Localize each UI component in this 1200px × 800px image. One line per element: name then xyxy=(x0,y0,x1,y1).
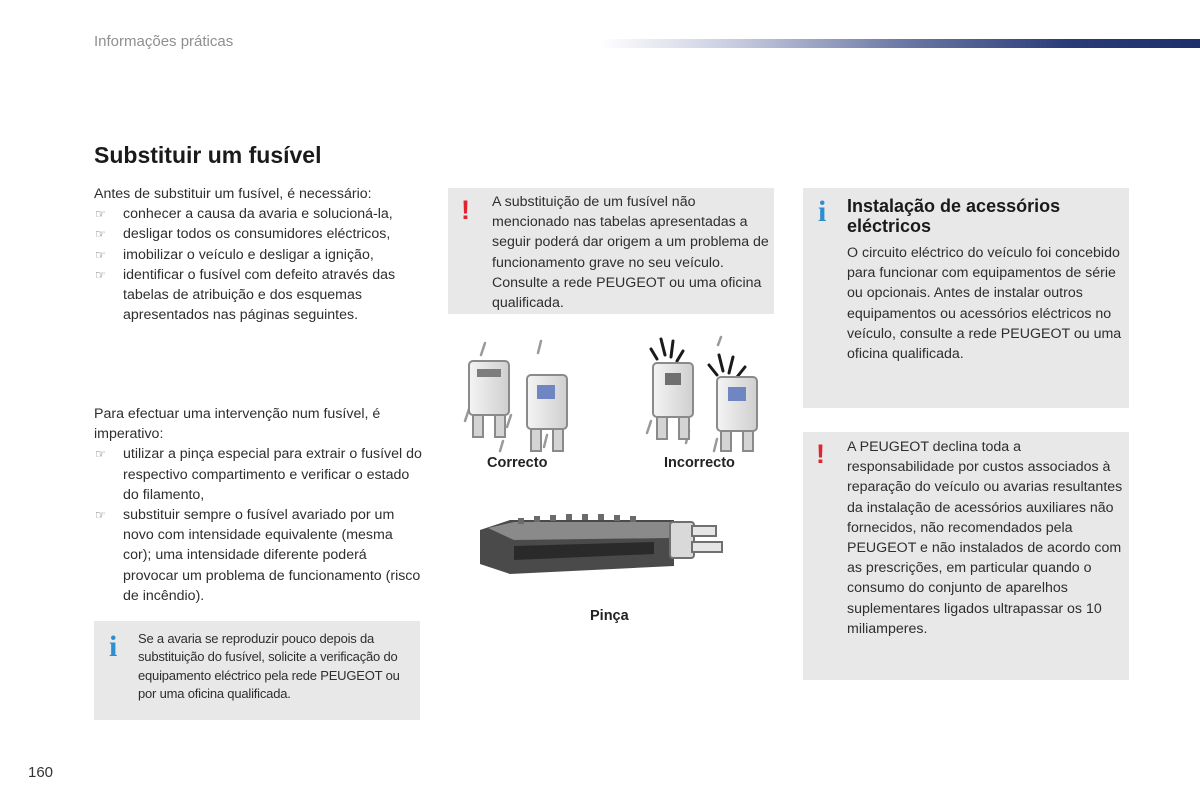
list-item: ☞ identificar o fusível com defeito através das tabelas de atribuição e dos esquemas apresentados nas páginas seguintes. xyxy=(95,266,396,324)
pliers-caption: Pinça xyxy=(590,608,629,624)
info-box-text: Se a avaria se reproduzir pouco depois da substituição do fusível, solicite a verificação do equipamento eléctrico pela rede PEUGEOT ou por uma oficina qualificada. xyxy=(138,631,400,701)
info-icon: i xyxy=(109,630,118,663)
info-box-heading: Instalação de acessórios eléctricos xyxy=(847,196,1061,236)
list-item: ☞ desligar todos os consumidores eléctricos, xyxy=(94,224,424,244)
pointing-hand-icon: ☞ xyxy=(95,247,106,262)
list-item: ☞ substituir sempre o fusível avariado por um novo com intensidade equivalente (mesma cor); uma intensidade diferente poderá provocar um problema de funcionamento (risco de incêndio). xyxy=(95,507,421,604)
incorrect-caption: Incorrecto xyxy=(664,455,735,471)
list-item: ☞ utilizar a pinça especial para extrair o fusível do respectivo compartimento e verificar o estado do filamento, xyxy=(95,446,422,503)
incorrect-fuse-figure xyxy=(647,337,757,451)
fuse-illustrations xyxy=(455,335,785,455)
pointing-hand-icon: ☞ xyxy=(95,267,106,282)
list-item: ☞ conhecer a causa da avaria e solucioná-la, xyxy=(94,204,424,224)
info-box-text: O circuito eléctrico do veículo foi concebido para funcionar com equipamentos de série ou opcionais. Antes de instalar outros equipamentos ou acessórios eléctricos no veículo, consulte a rede PEUGEOT ou uma oficina qualificada. xyxy=(847,245,1122,363)
pointing-hand-icon: ☞ xyxy=(95,508,106,523)
section-title: Informações práticas xyxy=(94,33,234,50)
intervention-list xyxy=(94,444,424,606)
warning-box-text: A substituição de um fusível não mencionado nas tabelas apresentadas a seguir poderá dar origem a um problema de funcionamento grave no seu veículo. Consulte a rede PEUGEOT ou uma oficina qualificada. xyxy=(492,194,769,312)
intro-list xyxy=(94,204,424,325)
intro-lead: Antes de substituir um fusível, é necessário: xyxy=(94,186,372,202)
pliers-illustration xyxy=(474,508,730,584)
pointing-hand-icon: ☞ xyxy=(95,207,106,222)
list-item: ☞ imobilizar o veículo e desligar a ignição, xyxy=(94,245,424,265)
info-icon: i xyxy=(818,195,827,228)
page-title: Substituir um fusível xyxy=(94,142,322,168)
intro-section xyxy=(94,184,424,325)
info-box-accessories xyxy=(803,188,1129,408)
pointing-hand-icon: ☞ xyxy=(95,227,106,242)
info-box-fuse xyxy=(94,621,420,720)
warning-box-text: A PEUGEOT declina toda a responsabilidade por custos associados à reparação do veículo ou avarias resultantes da instalação de acessórios auxiliares não fornecidos, não recomendados pela PEUGEOT e não instalados de acordo com as prescrições, em particular quando o consumo do conjunto de aparelhos suplementares ligados ultrapassar os 10 miliamperes. xyxy=(847,439,1123,637)
correct-caption: Correcto xyxy=(487,455,548,471)
pointing-hand-icon: ☞ xyxy=(95,447,106,462)
warning-icon: ! xyxy=(816,439,825,469)
warning-icon: ! xyxy=(461,195,470,225)
header-bar xyxy=(600,39,1200,48)
intervention-lead: Para efectuar uma intervenção num fusível, é imperativo: xyxy=(94,406,381,443)
warning-box-fuse xyxy=(448,188,774,314)
intervention-section xyxy=(94,404,424,606)
warning-box-accessories xyxy=(803,432,1129,680)
page-number: 160 xyxy=(28,764,54,781)
correct-fuse-figure xyxy=(465,341,567,451)
